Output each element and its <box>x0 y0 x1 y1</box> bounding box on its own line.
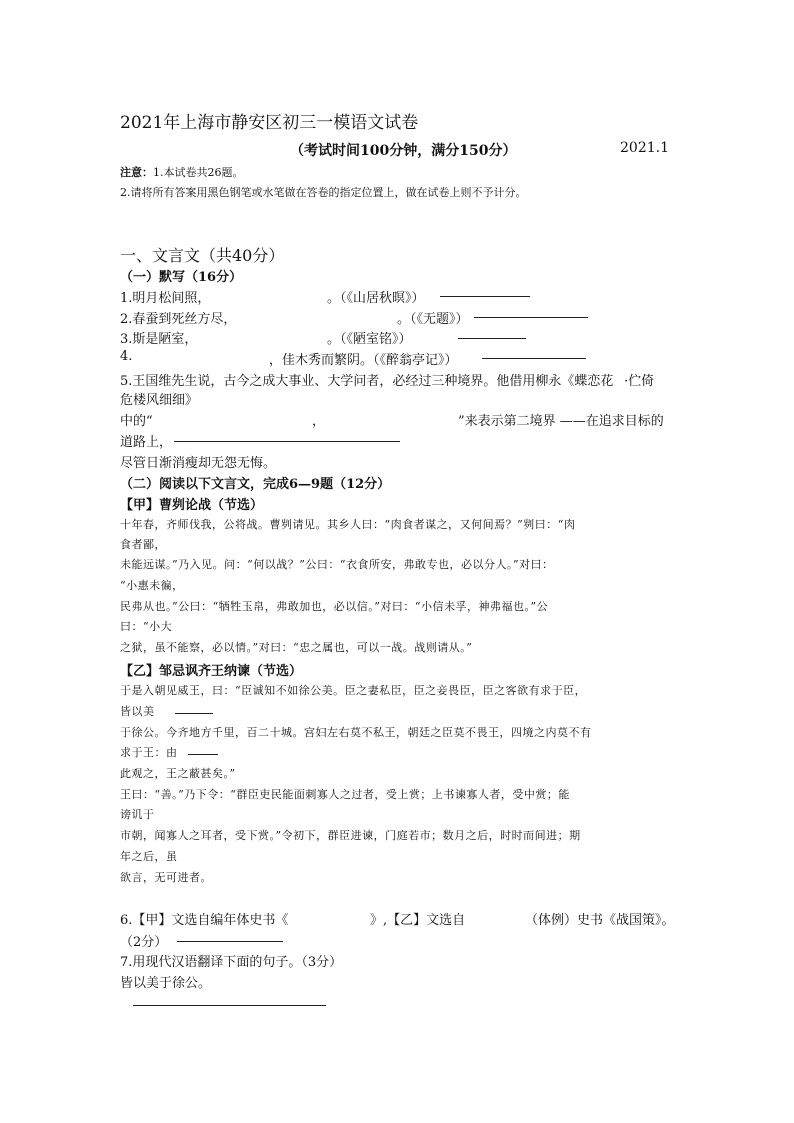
part2-heading: （二）阅读以下文言文，完成6—9题（12分） <box>120 477 391 492</box>
blank-line <box>188 754 218 755</box>
passage-jia-line: 之狱，虽不能察，必以情。”对曰：“忠之属也，可以一战。战则请从。” <box>120 641 473 654</box>
passage-yi-line: 于徐公。今齐地方千里，百二十城。宫妇左右莫不私王，朝廷之臣莫不畏王，四境之内莫不有 <box>120 726 592 739</box>
part1-heading: （一）默写（16分） <box>120 270 243 285</box>
passage-yi-line: 欲言，无可进者。 <box>120 871 212 884</box>
answer-line[interactable] <box>133 1005 326 1006</box>
question-5-line-2: 危楼风细细》 <box>120 393 199 408</box>
question-4-start: 4. <box>120 349 133 364</box>
answer-line[interactable] <box>177 941 283 942</box>
passage-jia-line: 曰：“小大 <box>120 620 173 633</box>
note-2: 2.请将所有答案用黑色钢笔或水笔做在答卷的指定位置上，做在试卷上则不予计分。 <box>120 186 527 199</box>
passage-yi-line: 谤讥于 <box>120 808 155 821</box>
section-heading: 一、文言文（共40分） <box>120 246 285 265</box>
passage-jia-line: 民弗从也。”公曰：“牺牲玉帛，弗敢加也，必以信。”对曰：“小信未孚，神弗福也。”公 <box>120 600 549 613</box>
passage-jia-title: 【甲】曹刿论战（节选） <box>120 498 264 513</box>
blank-line <box>175 713 213 714</box>
question-1-start: 1.明月松间照， <box>120 291 211 306</box>
question-6-part-b: 》,【乙】文选自 <box>370 913 466 928</box>
answer-line[interactable] <box>474 317 588 318</box>
question-5-line-3b: ， <box>312 414 326 429</box>
question-1-source: 。（《山居秋暝》） <box>327 291 425 306</box>
passage-jia-line: 未能远谋。”乃入见。问：“何以战？”公曰：“衣食所安，弗敢专也，必以分人。”对曰： <box>120 558 554 571</box>
question-6-score: （2分） <box>120 935 168 950</box>
exam-time-info: （考试时间100分钟，满分150分） <box>290 143 517 159</box>
question-4-rest: ，佳木秀而繁阴。（《醉翁亭记》） <box>269 353 458 368</box>
question-6-part-c: （体例）史书《战国策》。 <box>525 913 675 928</box>
passage-jia-line: “小惠未徧， <box>120 579 184 592</box>
question-5-line-4: 道路上， <box>120 435 173 450</box>
question-2-start: 2.春蚕到死丝方尽， <box>120 312 237 327</box>
passage-yi-line: 求于王：由 <box>120 746 178 759</box>
exam-date: 2021.1 <box>620 140 669 156</box>
answer-line[interactable] <box>458 338 526 339</box>
question-5-line-1: 5.王国维先生说，古今之成大事业、大学问者，必经过三种境界。他借用柳永《蝶恋花 <box>120 374 614 389</box>
passage-yi-line: 于是入朝见威王，曰：“臣诚知不如徐公美。臣之妻私臣，臣之妾畏臣，臣之客欲有求于臣， <box>120 684 587 697</box>
question-2-source: 。（《无题》） <box>397 312 469 327</box>
page-title: 2021年上海市静安区初三一模语文试卷 <box>120 113 419 133</box>
question-3-start: 3.斯是陋室， <box>120 332 198 347</box>
question-5-line-3a: 中的“ <box>120 414 153 429</box>
question-7-sentence: 皆以美于徐公。 <box>120 976 212 991</box>
question-5-line-1b: ·伫倚 <box>624 374 655 389</box>
passage-jia-line: 十年春，齐师伐我，公将战。曹刿请见。其乡人曰：“肉食者谋之，又何间焉？”刿曰：“肉 <box>120 518 576 531</box>
question-3-source: 。（《陋室铭》） <box>327 332 412 347</box>
passage-yi-line: 王曰：“善。”乃下令：“群臣吏民能面刺寡人之过者，受上赏；上书谏寡人者，受中赏；能 <box>120 788 570 801</box>
answer-line[interactable] <box>440 296 530 297</box>
passage-yi-line: 市朝，闻寡人之耳者，受下赏。”令初下，群臣进谏，门庭若市；数月之后，时时而间进；期 <box>120 829 581 842</box>
passage-yi-title: 【乙】邹忌讽齐王纳谏（节选） <box>120 664 303 679</box>
question-7-prompt: 7.用现代汉语翻译下面的句子。（3分） <box>120 955 343 970</box>
passage-jia-line: 食者鄙， <box>120 538 166 551</box>
passage-yi-line: 皆以美 <box>120 705 155 718</box>
question-6-part-a: 6.【甲】文选自编年体史书《 <box>120 913 289 928</box>
question-5-line-3c: ”来表示第二境界 ——在追求目标的 <box>458 414 664 429</box>
note-1-text: 1.本试卷共26题。 <box>153 166 244 179</box>
answer-line[interactable] <box>482 358 586 359</box>
question-5-line-5: 尽管日渐消瘦却无怨无悔。 <box>120 456 277 471</box>
note-label: 注意： <box>120 166 153 179</box>
passage-yi-line: 此观之，王之蔽甚矣。” <box>120 767 236 780</box>
answer-line[interactable] <box>174 441 400 442</box>
note-1 <box>120 164 244 180</box>
passage-yi-line: 年之后，虽 <box>120 850 178 863</box>
